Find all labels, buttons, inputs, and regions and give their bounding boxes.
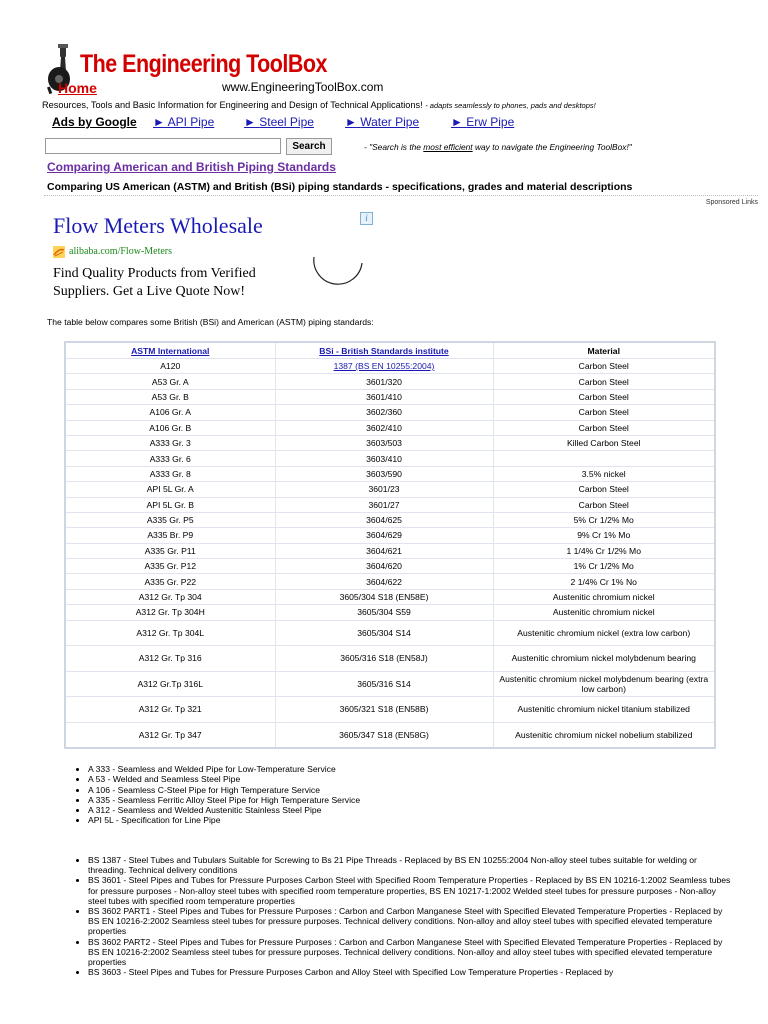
- astm-cell: A333 Gr. 6: [65, 451, 275, 466]
- ad-title-link[interactable]: Flow Meters Wholesale: [53, 213, 263, 238]
- arrow-right-icon: ►: [244, 115, 256, 129]
- search-tip: [364, 142, 632, 152]
- table-row: [65, 559, 715, 574]
- bsi-cell: 3605/304 S59: [275, 605, 493, 620]
- nav-link-erw-pipe[interactable]: [451, 115, 514, 129]
- astm-cell: A333 Gr. 8: [65, 466, 275, 481]
- table-row: [65, 451, 715, 466]
- nav-link-api-pipe[interactable]: [153, 115, 214, 129]
- list-item: • API 5L - Specification for Line Pipe: [88, 815, 728, 825]
- material-cell: [493, 451, 715, 466]
- bsi-cell[interactable]: [275, 359, 493, 374]
- column-header[interactable]: [65, 342, 275, 359]
- search-button[interactable]: Search: [286, 138, 332, 155]
- table-row: [65, 671, 715, 697]
- table-body: [65, 359, 715, 749]
- nav-link-label: Steel Pipe: [259, 115, 314, 129]
- bsi-cell: 3601/27: [275, 497, 493, 512]
- bs-standards-list: [76, 855, 736, 977]
- ad-body: [53, 265, 313, 301]
- astm-cell: A106 Gr. A: [65, 405, 275, 420]
- list-item: • BS 3601 - Steel Pipes and Tubes for Pressure Purposes Carbon Steel with Specified Room Temperature Properties - Replaced by BS EN 10216-1:2002 Seamless tubes for pressure purposes - Non-alloy steel tubes with specified room temperature properties, BS EN 10217-1:2002 Welded steel tubes for pressure purposes - Non-alloy steel tubes with specified room temperature properties: [88, 875, 736, 906]
- material-cell: Carbon Steel: [493, 374, 715, 389]
- list-item: • BS 3602 PART1 - Steel Pipes and Tubes for Pressure Purposes : Carbon and Carbon Manganese Steel with Specified Elevated Temperature Properties - Replaced by BS EN 10216-2:2002 Seamless steel tubes for pressure purposes. Technical delivery conditions. Non-alloy and alloy steel tubes with specified elevated temperature properties: [88, 906, 736, 937]
- astm-cell: A335 Gr. P5: [65, 512, 275, 527]
- material-cell: 1% Cr 1/2% Mo: [493, 559, 715, 574]
- site-title: The Engineering ToolBox: [80, 50, 327, 78]
- bs-1387-link[interactable]: 1387 (BS EN 10255:2004): [333, 361, 435, 372]
- table-row: [65, 389, 715, 404]
- search-tip-emphasis: most efficient: [423, 142, 473, 152]
- ad-body-line: Find Quality Products from Verified: [53, 266, 256, 281]
- material-cell: Carbon Steel: [493, 482, 715, 497]
- nav-link-steel-pipe[interactable]: [244, 115, 314, 129]
- standards-table: [64, 341, 716, 749]
- nav-link-label: Erw Pipe: [466, 115, 515, 129]
- table-row: [65, 497, 715, 512]
- bsi-cell: 3605/316 S18 (EN58J): [275, 646, 493, 672]
- ads-by-google-link[interactable]: Ads by Google: [52, 115, 137, 129]
- astm-header-link[interactable]: ASTM International: [131, 345, 210, 356]
- nav-link-label: API Pipe: [167, 115, 215, 129]
- ad-info-icon[interactable]: i: [360, 212, 373, 225]
- list-item: • BS 1387 - Steel Tubes and Tubulars Suitable for Screwing to Bs 21 Pipe Threads - Replaced by BS EN 10255:2004 Non-alloy steel tubes suitable for welding or threading. Technical delivery conditions: [88, 855, 736, 875]
- list-item: • A 333 - Seamless and Welded Pipe for Low-Temperature Service: [88, 764, 728, 774]
- bsi-cell: 3603/590: [275, 466, 493, 481]
- bsi-cell: 3602/360: [275, 405, 493, 420]
- loading-spinner-icon: [312, 253, 364, 291]
- bsi-cell: 3602/410: [275, 420, 493, 435]
- ad-url[interactable]: alibaba.com/Flow-Meters: [69, 246, 173, 257]
- bsi-cell: 3601/23: [275, 482, 493, 497]
- list-item: • BS 3603 - Steel Pipes and Tubes for Pressure Purposes Carbon and Alloy Steel with Specified Low Temperature Properties - Replaced by: [88, 967, 736, 977]
- material-cell: 2 1/4% Cr 1% No: [493, 574, 715, 589]
- bsi-cell: 3605/321 S18 (EN58B): [275, 697, 493, 723]
- astm-cell: API 5L Gr. B: [65, 497, 275, 512]
- search-input[interactable]: [45, 138, 281, 154]
- table-row: [65, 466, 715, 481]
- material-cell: Carbon Steel: [493, 389, 715, 404]
- search-tip-prefix: - "Search is the: [364, 142, 424, 152]
- intro-text: The table below compares some British (BSi) and American (ASTM) piping standards:: [47, 317, 374, 327]
- bsi-cell: 3604/629: [275, 528, 493, 543]
- table-row: [65, 482, 715, 497]
- material-cell: Carbon Steel: [493, 420, 715, 435]
- alibaba-favicon-icon: [53, 246, 65, 258]
- material-cell: Austenitic chromium nickel: [493, 589, 715, 604]
- astm-cell: A53 Gr. B: [65, 389, 275, 404]
- table-row: [65, 605, 715, 620]
- bsi-cell: 3601/320: [275, 374, 493, 389]
- astm-standards-list: [76, 764, 728, 826]
- list-item: • A 312 - Seamless and Welded Austenitic Stainless Steel Pipe: [88, 805, 728, 815]
- bsi-cell: 3604/622: [275, 574, 493, 589]
- bsi-header-link[interactable]: BSi - British Standards institute: [319, 345, 449, 356]
- astm-cell: API 5L Gr. A: [65, 482, 275, 497]
- bsi-cell: 3605/304 S18 (EN58E): [275, 589, 493, 604]
- astm-cell: A312 Gr. Tp 304: [65, 589, 275, 604]
- material-cell: Austenitic chromium nickel (extra low carbon): [493, 620, 715, 646]
- material-cell: 5% Cr 1/2% Mo: [493, 512, 715, 527]
- bsi-cell: 3605/316 S14: [275, 671, 493, 697]
- material-cell: 9% Cr 1% Mo: [493, 528, 715, 543]
- tagline: [42, 100, 596, 110]
- astm-cell: A335 Gr. P11: [65, 543, 275, 558]
- table-row: [65, 722, 715, 748]
- table-row: [65, 697, 715, 723]
- list-item: • A 53 - Welded and Seamless Steel Pipe: [88, 774, 728, 784]
- material-cell: 3.5% nickel: [493, 466, 715, 481]
- astm-cell: A333 Gr. 3: [65, 435, 275, 450]
- page-description: Comparing US American (ASTM) and British (BSi) piping standards - specifications, grades and material descriptions: [47, 181, 633, 193]
- material-cell: Austenitic chromium nickel molybdenum bearing (extra low carbon): [493, 671, 715, 697]
- list-item: • BS 3602 PART2 - Steel Pipes and Tubes for Pressure Purposes : Carbon and Carbon Manganese Steel with Specified Elevated Temperature Properties - Replaced by BS EN 10216-2:2002 Seamless steel tubes for pressure purposes. Technical delivery conditions. Non-alloy and alloy steel tubes with specified elevated temperature properties: [88, 937, 736, 968]
- material-cell: Austenitic chromium nickel nobelium stabilized: [493, 722, 715, 748]
- bsi-cell: 3601/410: [275, 389, 493, 404]
- table-row: [65, 405, 715, 420]
- astm-cell: A312 Gr. Tp 321: [65, 697, 275, 723]
- table-row: [65, 528, 715, 543]
- astm-cell: A312 Gr. Tp 316: [65, 646, 275, 672]
- material-cell: Austenitic chromium nickel molybdenum bearing: [493, 646, 715, 672]
- material-cell: Carbon Steel: [493, 359, 715, 374]
- table-row: [65, 359, 715, 374]
- nav-link-label: Water Pipe: [360, 115, 420, 129]
- material-cell: Austenitic chromium nickel: [493, 605, 715, 620]
- bsi-cell: 3604/621: [275, 543, 493, 558]
- list-item: • A 335 - Seamless Ferritic Alloy Steel Pipe for High Temperature Service: [88, 795, 728, 805]
- page-title-link[interactable]: Comparing American and British Piping Standards: [47, 160, 336, 174]
- astm-cell: A106 Gr. B: [65, 420, 275, 435]
- list-item: • A 106 - Seamless C-Steel Pipe for High Temperature Service: [88, 785, 728, 795]
- astm-cell: A312 Gr. Tp 304L: [65, 620, 275, 646]
- table-header-row: [65, 342, 715, 359]
- astm-cell: A312 Gr. Tp 347: [65, 722, 275, 748]
- astm-cell: A335 Br. P9: [65, 528, 275, 543]
- astm-cell: A312 Gr. Tp 304H: [65, 605, 275, 620]
- bsi-cell: 3604/620: [275, 559, 493, 574]
- astm-cell: A335 Gr. P22: [65, 574, 275, 589]
- site-url: www.EngineeringToolBox.com: [222, 80, 384, 94]
- astm-cell: A120: [65, 359, 275, 374]
- bsi-cell: 3603/410: [275, 451, 493, 466]
- table-row: [65, 620, 715, 646]
- table-row: [65, 574, 715, 589]
- ad-body-line: Suppliers. Get a Live Quote Now!: [53, 284, 246, 299]
- material-cell: Carbon Steel: [493, 497, 715, 512]
- table-row: [65, 374, 715, 389]
- table-row: [65, 589, 715, 604]
- table-row: [65, 543, 715, 558]
- arrow-right-icon: ►: [451, 115, 463, 129]
- material-cell: Carbon Steel: [493, 405, 715, 420]
- search-tip-suffix: way to navigate the Engineering ToolBox!": [472, 142, 632, 152]
- tagline-text: Resources, Tools and Basic Information for Engineering and Design of Technical Applications!: [42, 100, 423, 110]
- divider: [44, 195, 758, 196]
- table-row: [65, 512, 715, 527]
- nav-link-water-pipe[interactable]: [345, 115, 419, 129]
- material-cell: Killed Carbon Steel: [493, 435, 715, 450]
- astm-cell: A53 Gr. A: [65, 374, 275, 389]
- astm-cell: A312 Gr.Tp 316L: [65, 671, 275, 697]
- bsi-cell: 3604/625: [275, 512, 493, 527]
- sponsored-links-label: Sponsored Links: [705, 199, 758, 206]
- table-row: [65, 435, 715, 450]
- table-row: [65, 646, 715, 672]
- material-cell: Austenitic chromium nickel titanium stabilized: [493, 697, 715, 723]
- tagline-note: - adapts seamlessly to phones, pads and desktops!: [425, 101, 596, 110]
- bsi-cell: 3605/347 S18 (EN58G): [275, 722, 493, 748]
- astm-cell: A335 Gr. P12: [65, 559, 275, 574]
- column-header: Material: [493, 342, 715, 359]
- bsi-cell: 3605/304 S14: [275, 620, 493, 646]
- table-row: [65, 420, 715, 435]
- arrow-right-icon: ►: [345, 115, 357, 129]
- home-link[interactable]: Home: [58, 80, 97, 96]
- arrow-right-icon: ►: [153, 115, 165, 129]
- material-cell: 1 1/4% Cr 1/2% Mo: [493, 543, 715, 558]
- bsi-cell: 3603/503: [275, 435, 493, 450]
- column-header[interactable]: [275, 342, 493, 359]
